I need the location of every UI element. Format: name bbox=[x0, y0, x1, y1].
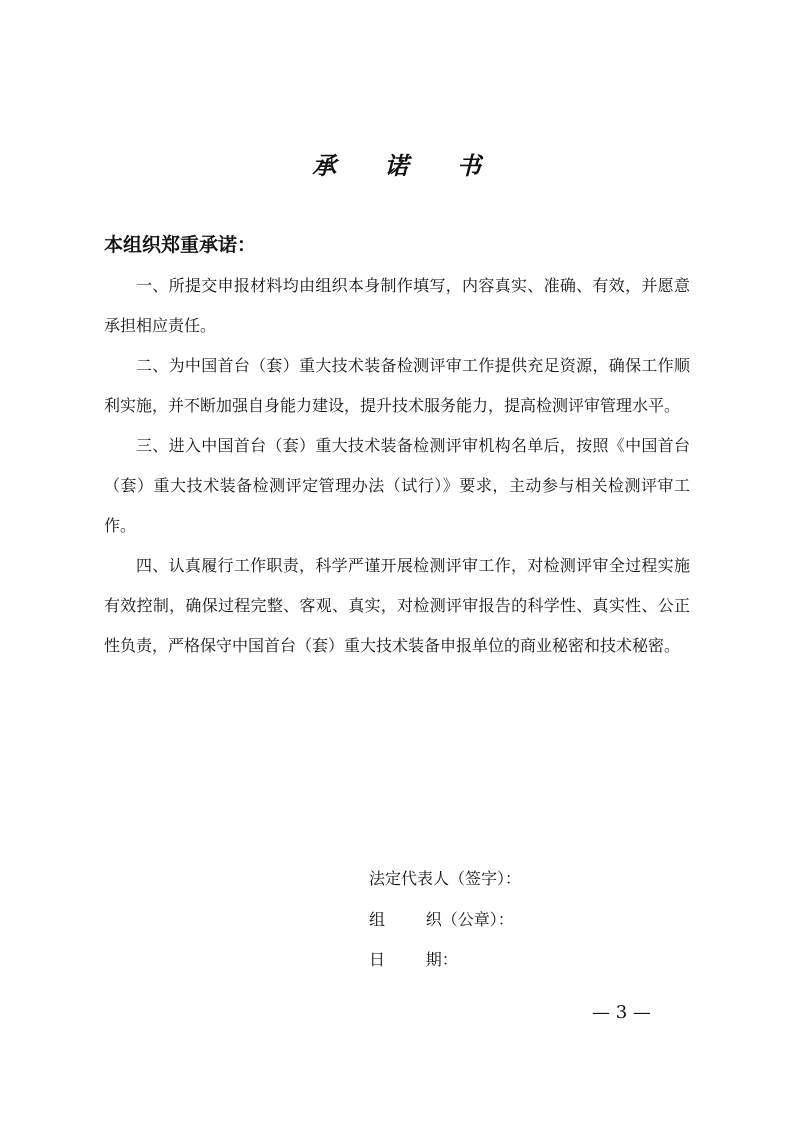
signature-representative: 法定代表人（签字）： bbox=[369, 869, 522, 888]
commitment-paragraph-3: 三、进入中国首台（套）重大技术装备检测评审机构名单后，按照《中国首台（套）重大技术装备检测评定管理办法（试行）》要求，主动参与相关检测评审工作。 bbox=[104, 436, 690, 535]
commitment-body bbox=[104, 266, 690, 666]
page-number: — 3 — bbox=[592, 1002, 651, 1023]
commitment-paragraph-2: 二、为中国首台（套）重大技术装备检测评审工作提供充足资源，确保工作顺利实施，并不断加强自身能力建设，提升技术服务能力，提高检测评审管理水平。 bbox=[104, 356, 690, 415]
commitment-paragraph-4: 四、认真履行工作职责，科学严谨开展检测评审工作，对检测评审全过程实施有效控制，确保过程完整、客观、真实，对检测评审报告的科学性、真实性、公正性负责，严格保守中国首台（套）重大技术装备申报单位的商业秘密和技术秘密。 bbox=[104, 556, 690, 655]
document-title: 承 诺 书 bbox=[312, 151, 501, 180]
signature-date: 日 期： bbox=[369, 950, 458, 969]
signature-organization: 组 织（公章）： bbox=[369, 910, 514, 929]
commitment-intro: 本组织郑重承诺： bbox=[104, 234, 257, 256]
commitment-paragraph-1: 一、所提交申报材料均由组织本身制作填写，内容真实、准确、有效，并愿意承担相应责任。 bbox=[104, 276, 690, 335]
